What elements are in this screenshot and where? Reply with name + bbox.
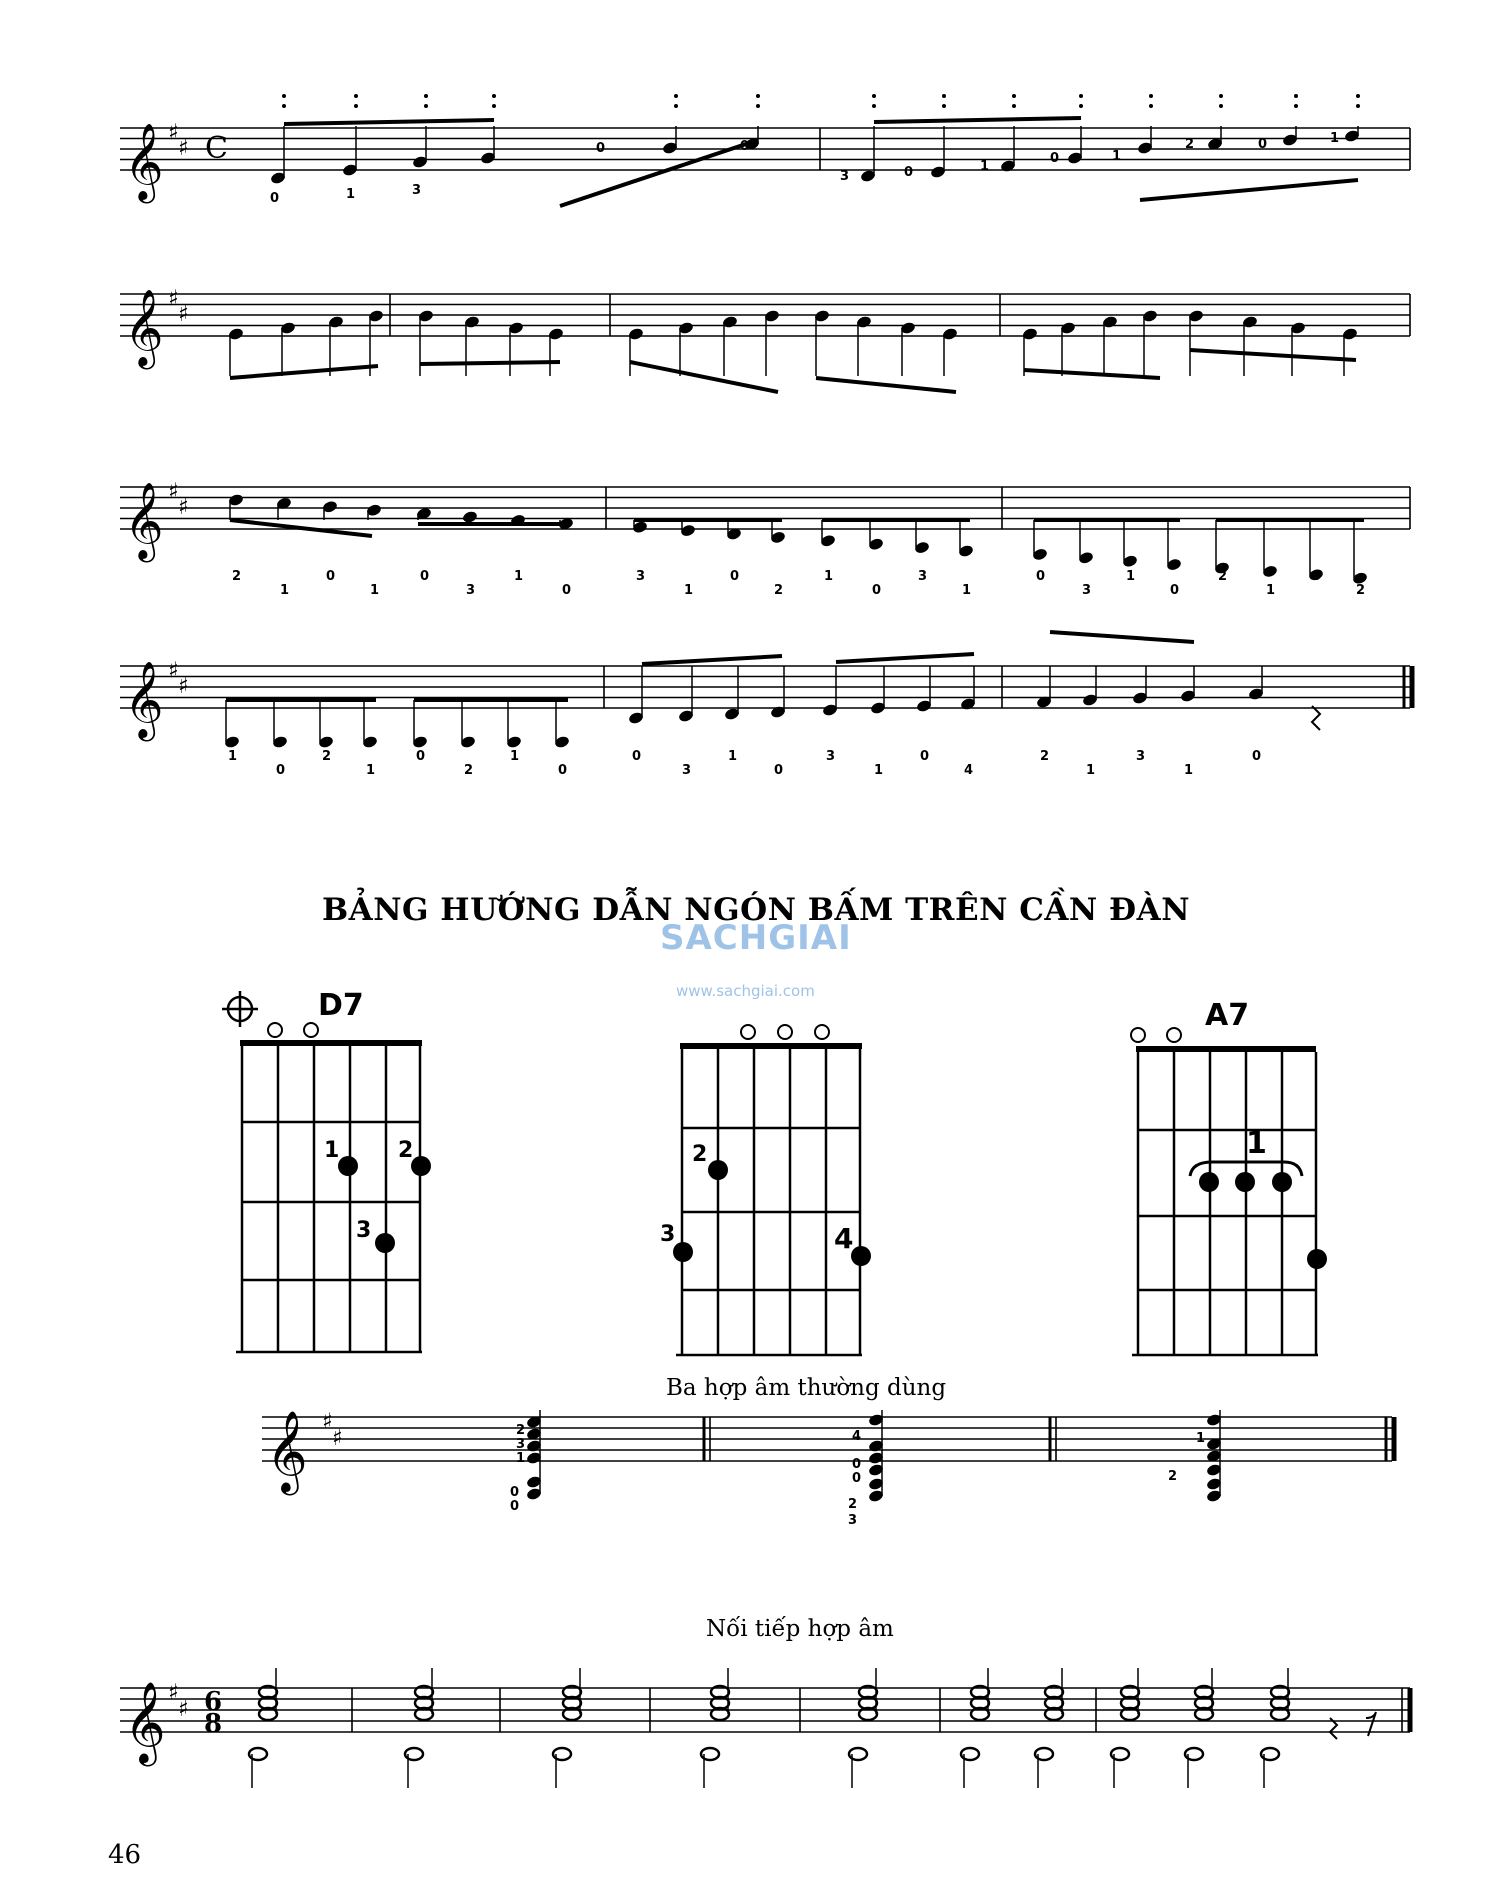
- chord-name-d7: D7: [318, 988, 364, 1023]
- fingering-number: 3: [466, 583, 476, 598]
- page-number: 46: [108, 1840, 142, 1870]
- fingering-number: 0: [326, 569, 336, 584]
- open-string-mark: [1167, 1028, 1181, 1042]
- fingering-number: 1: [366, 763, 376, 778]
- finger-dot: [851, 1246, 871, 1266]
- page-heading: BẢNG HƯỚNG DẪN NGÓN BẤM TRÊN CẦN ĐÀN: [321, 892, 1191, 928]
- chord-diagram-d7: [236, 1023, 431, 1352]
- fingering-number: 0: [510, 1499, 520, 1514]
- sharp-sign: ♯: [322, 1409, 333, 1435]
- watermark-url: www.sachgiai.com: [676, 982, 815, 1000]
- fingering-number: 2: [1040, 749, 1050, 764]
- crosshair-icon: [222, 991, 258, 1027]
- treble-clef: 𝄞: [124, 481, 164, 559]
- open-string-mark: [304, 1023, 318, 1037]
- fingering-number: 0: [872, 583, 882, 598]
- fingering-number: 1: [510, 749, 520, 764]
- fingering-number: 2: [516, 1423, 526, 1438]
- fingering-number: 3: [636, 569, 646, 584]
- fingering-number: 1: [874, 763, 884, 778]
- fingering-number: 1: [728, 749, 738, 764]
- treble-clef: 𝄞: [124, 288, 164, 366]
- fingering-number: 1: [346, 187, 356, 202]
- fingering-number: 3: [1136, 749, 1146, 764]
- fingering-number: 1: [370, 583, 380, 598]
- open-string-mark: [741, 1025, 755, 1039]
- finger-label: 2: [692, 1142, 708, 1167]
- sharp-sign: ♯: [178, 136, 189, 161]
- fingering-number: 1: [980, 159, 990, 174]
- fingering-number: 3: [848, 1513, 858, 1528]
- watermark-logo: SACHGIAI: [660, 918, 852, 958]
- fingering-number: 0: [1258, 137, 1268, 152]
- finger-dot: [411, 1156, 431, 1176]
- fingering-number: 1: [1112, 149, 1122, 164]
- open-string-mark: [1131, 1028, 1145, 1042]
- fingering-number: 3: [840, 169, 850, 184]
- treble-clef: 𝄞: [124, 122, 164, 200]
- finger-dot: [708, 1160, 728, 1180]
- finger-label: 2: [398, 1138, 414, 1163]
- open-string-mark: [268, 1023, 282, 1037]
- fingering-number: 2: [1168, 1469, 1178, 1484]
- fingering-number: 0: [558, 763, 568, 778]
- fingering-number: 1: [1086, 763, 1096, 778]
- fingering-number: 0: [1252, 749, 1262, 764]
- fingering-number: 4: [964, 763, 974, 778]
- finger-dot: [673, 1242, 693, 1262]
- fingering-number: 0: [852, 1471, 862, 1486]
- fingering-number: 1: [824, 569, 834, 584]
- fingering-number: 2: [464, 763, 474, 778]
- fingering-number: 0: [920, 749, 930, 764]
- fingering-number: 0: [420, 569, 430, 584]
- fingering-number: 0: [596, 141, 606, 156]
- finger-dot: [1272, 1172, 1292, 1192]
- fingering-number: 0: [276, 763, 286, 778]
- finger-label: 3: [660, 1222, 676, 1247]
- sharp-sign: ♯: [178, 674, 189, 699]
- treble-clef: 𝄞: [266, 1410, 308, 1492]
- sharp-sign: ♯: [168, 286, 179, 312]
- fingering-number: 0: [632, 749, 642, 764]
- sharp-sign: ♯: [168, 658, 179, 684]
- fingering-number: 1: [1266, 583, 1276, 598]
- fingering-number: 0: [1036, 569, 1046, 584]
- sharp-sign: ♯: [168, 1680, 179, 1706]
- fingering-number: 2: [322, 749, 332, 764]
- caption-chord-progression: Nối tiếp hợp âm: [706, 1616, 894, 1642]
- fingering-number: 0: [904, 165, 914, 180]
- fingering-number: 1: [1330, 131, 1340, 146]
- fingering-number: 1: [228, 749, 238, 764]
- fingering-number: 0: [1312, 569, 1322, 584]
- fingering-number: 0: [774, 763, 784, 778]
- fingering-number: 1: [514, 569, 524, 584]
- open-string-mark: [815, 1025, 829, 1039]
- open-string-mark: [778, 1025, 792, 1039]
- fingering-number: 0: [730, 569, 740, 584]
- fingering-number: 0: [416, 749, 426, 764]
- fingering-number: 2: [232, 569, 242, 584]
- time-signature-c: C: [205, 131, 228, 166]
- fingering-number: 2: [1218, 569, 1228, 584]
- time-signature-bottom: 8: [204, 1709, 223, 1739]
- fingering-number: 1: [1196, 1431, 1206, 1446]
- treble-clef: 𝄞: [124, 1681, 166, 1763]
- fingering-number: 1: [516, 1451, 526, 1466]
- sharp-sign: ♯: [168, 479, 179, 505]
- fingering-number: 2: [848, 1497, 858, 1512]
- fingering-number: 2: [1356, 583, 1366, 598]
- fingering-number: 0: [562, 583, 572, 598]
- fingering-number: 3: [918, 569, 928, 584]
- fingering-number: 0: [510, 1485, 520, 1500]
- fingering-number: 1: [684, 583, 694, 598]
- finger-label: 4: [834, 1222, 854, 1255]
- fingering-number: 3: [516, 1437, 526, 1452]
- fingering-number: 3: [682, 763, 692, 778]
- fingering-number: 0: [270, 191, 280, 206]
- chord-diagram-g: [673, 1025, 871, 1355]
- finger-dot: [1235, 1172, 1255, 1192]
- finger-label: 3: [356, 1218, 372, 1243]
- finger-label: 1: [1246, 1126, 1267, 1161]
- sharp-sign: ♯: [178, 1697, 189, 1722]
- finger-dot: [375, 1233, 395, 1253]
- fingering-number: 1: [280, 583, 290, 598]
- fingering-number: 1: [1184, 763, 1194, 778]
- fingering-number: 1: [1126, 569, 1136, 584]
- chord-diagram-a7: [1131, 1028, 1327, 1355]
- chord-name-a7: A7: [1205, 998, 1250, 1033]
- fingering-number: 0: [1050, 151, 1060, 166]
- finger-dot: [1199, 1172, 1219, 1192]
- fingering-number: 3: [826, 749, 836, 764]
- sharp-sign: ♯: [178, 495, 189, 520]
- finger-dot: [338, 1156, 358, 1176]
- fingering-number: 0: [740, 139, 750, 154]
- fingering-number: 0: [852, 1457, 862, 1472]
- finger-label: 1: [324, 1138, 340, 1163]
- treble-clef: 𝄞: [124, 660, 164, 738]
- fingering-number: 3: [1082, 583, 1092, 598]
- caption-common-chords: Ba hợp âm thường dùng: [666, 1375, 947, 1401]
- fingering-number: 0: [1170, 583, 1180, 598]
- finger-dot: [1307, 1249, 1327, 1269]
- fingering-number: 3: [412, 183, 422, 198]
- fingering-number: 1: [962, 583, 972, 598]
- time-signature-top: 6: [204, 1687, 223, 1717]
- sharp-sign: ♯: [178, 302, 189, 327]
- sharp-sign: ♯: [168, 120, 179, 146]
- fingering-number: 2: [774, 583, 784, 598]
- sharp-sign: ♯: [332, 1426, 343, 1451]
- fingering-number: 2: [1185, 137, 1195, 152]
- fingering-number: 4: [852, 1429, 862, 1444]
